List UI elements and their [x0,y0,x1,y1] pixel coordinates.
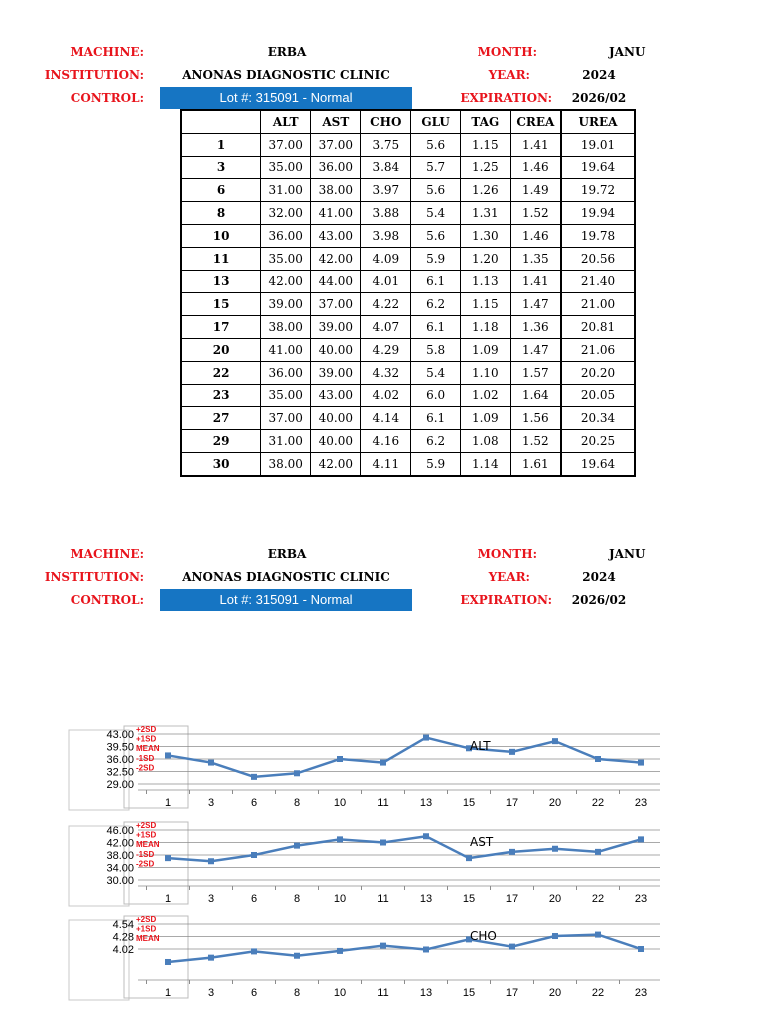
x-tick-label: 22 [591,797,605,809]
day-cell: 11 [181,247,261,270]
value-cell: 19.64 [561,452,635,475]
expiration-label: EXPIRATION: [460,91,552,105]
value-cell: 37.00 [311,133,361,156]
x-tick-label: 11 [377,893,389,905]
data-point [595,932,601,938]
value-cell: 4.07 [361,316,411,339]
data-point [509,944,515,950]
chart-title: AST [470,835,494,849]
day-cell: 15 [181,293,261,316]
line-chart-svg [60,818,648,908]
value-cell: 36.00 [261,361,311,384]
value-cell: 4.11 [361,452,411,475]
value-cell: 20.34 [561,407,635,430]
machine-label: MACHINE: [70,45,144,59]
value-cell: 20.25 [561,430,635,453]
sd-label: -1SD [136,849,155,859]
value-cell: 1.09 [460,338,510,361]
sd-label: MEAN [136,840,160,850]
data-point [552,933,558,939]
day-cell: 23 [181,384,261,407]
value-cell: 1.02 [460,384,510,407]
value-cell: 37.00 [261,407,311,430]
machine-value: ERBA [267,45,307,59]
column-header: GLU [411,110,461,133]
value-cell: 1.25 [460,156,510,179]
value-cell: 41.00 [261,338,311,361]
value-cell: 39.00 [311,316,361,339]
x-tick-label: 8 [293,893,301,905]
sd-label: -1SD [136,753,155,763]
value-cell: 38.00 [311,179,361,202]
value-cell: 4.02 [361,384,411,407]
value-cell: 1.20 [460,247,510,270]
table-row [181,361,635,384]
x-tick-label: 13 [419,987,433,999]
value-cell: 42.00 [261,270,311,293]
x-tick-label: 20 [548,893,562,905]
column-header [181,110,261,133]
value-cell: 4.09 [361,247,411,270]
value-cell: 38.00 [261,452,311,475]
column-header: ALT [261,110,311,133]
sd-label: MEAN [136,744,160,754]
data-point [423,946,429,952]
expiration-value-2: 2026/02 [571,593,627,607]
data-point [294,770,300,776]
x-tick-label: 10 [333,893,347,905]
day-cell: 17 [181,316,261,339]
table-row [181,270,635,293]
day-cell: 10 [181,224,261,247]
value-cell: 4.22 [361,293,411,316]
y-tick-label: 34.00 [106,862,134,875]
month-value: JANU [609,45,646,59]
line-chart-svg [60,722,648,812]
value-cell: 6.2 [411,293,461,316]
x-tick-label: 6 [250,893,258,905]
value-cell: 1.47 [510,338,561,361]
value-cell: 42.00 [311,452,361,475]
value-cell: 1.15 [460,293,510,316]
value-cell: 3.84 [361,156,411,179]
day-cell: 29 [181,430,261,453]
x-tick-label: 15 [462,893,476,905]
value-cell: 1.18 [460,316,510,339]
value-cell: 3.75 [361,133,411,156]
x-tick-label: 10 [333,797,347,809]
value-cell: 20.20 [561,361,635,384]
control-label-2: CONTROL: [70,593,144,607]
table-row [181,247,635,270]
value-cell: 1.36 [510,316,561,339]
y-tick-label: 46.00 [106,825,134,837]
data-point [294,843,300,849]
value-cell: 19.78 [561,224,635,247]
value-cell: 1.52 [510,202,561,225]
value-cell: 1.49 [510,179,561,202]
value-cell: 1.08 [460,430,510,453]
data-point [638,760,644,766]
ast-chart[interactable] [60,818,648,908]
x-tick-label: 17 [505,987,519,999]
value-cell: 32.00 [261,202,311,225]
x-tick-label: 20 [548,797,562,809]
table-row [181,156,635,179]
data-point [337,836,343,842]
table-row [181,338,635,361]
value-cell: 37.00 [311,293,361,316]
value-cell: 41.00 [311,202,361,225]
value-cell: 1.13 [460,270,510,293]
day-cell: 27 [181,407,261,430]
value-cell: 43.00 [311,384,361,407]
value-cell: 6.1 [411,270,461,293]
data-point [466,855,472,861]
day-cell: 13 [181,270,261,293]
institution-value: ANONAS DIAGNOSTIC CLINIC [182,68,390,82]
value-cell: 20.05 [561,384,635,407]
value-cell: 39.00 [261,293,311,316]
table-row [181,224,635,247]
column-header: AST [311,110,361,133]
value-cell: 40.00 [311,338,361,361]
value-cell: 6.1 [411,316,461,339]
value-cell: 19.01 [561,133,635,156]
year-value-2: 2024 [582,570,616,584]
value-cell: 35.00 [261,384,311,407]
value-cell: 3.98 [361,224,411,247]
value-cell: 5.6 [411,179,461,202]
value-cell: 39.00 [311,361,361,384]
x-tick-label: 6 [250,987,258,999]
value-cell: 42.00 [311,247,361,270]
data-point [638,836,644,842]
x-tick-label: 8 [293,797,301,809]
value-cell: 1.35 [510,247,561,270]
value-cell: 1.09 [460,407,510,430]
value-cell: 21.06 [561,338,635,361]
chart-title: ALT [470,739,491,753]
sd-label: +1SD [136,924,157,934]
x-tick-label: 3 [207,987,215,999]
control-lot-value-2[interactable]: Lot #: 315091 - Normal [160,589,412,611]
data-point [638,946,644,952]
chart-title: CHO [470,929,497,943]
year-label-2: YEAR: [488,570,530,584]
data-point [337,756,343,762]
x-tick-label: 8 [293,987,301,999]
value-cell: 1.64 [510,384,561,407]
day-cell: 30 [181,452,261,475]
y-tick-label: 4.28 [112,931,134,944]
data-point [337,948,343,954]
cho-chart[interactable] [60,912,648,1002]
value-cell: 1.31 [460,202,510,225]
day-cell: 3 [181,156,261,179]
series-line [168,935,641,962]
value-cell: 3.97 [361,179,411,202]
value-cell: 19.72 [561,179,635,202]
value-cell: 40.00 [311,430,361,453]
year-label: YEAR: [488,68,530,82]
data-point [509,849,515,855]
series-line [168,738,641,777]
value-cell: 36.00 [311,156,361,179]
value-cell: 40.00 [311,407,361,430]
value-cell: 1.15 [460,133,510,156]
x-tick-label: 15 [462,987,476,999]
value-cell: 31.00 [261,179,311,202]
value-cell: 38.00 [261,316,311,339]
value-cell: 5.8 [411,338,461,361]
month-label: MONTH: [477,45,537,59]
data-point [380,840,386,846]
x-tick-label: 20 [548,987,562,999]
value-cell: 5.7 [411,156,461,179]
value-cell: 1.52 [510,430,561,453]
data-point [595,756,601,762]
column-header: UREA [561,110,635,133]
table-row [181,133,635,156]
sd-label: -2SD [136,763,155,773]
data-point [552,738,558,744]
data-point [423,833,429,839]
series-line [168,836,641,861]
x-tick-label: 10 [333,987,347,999]
value-cell: 1.46 [510,156,561,179]
data-point [509,749,515,755]
data-point [165,752,171,758]
data-point [208,955,214,961]
value-cell: 43.00 [311,224,361,247]
value-cell: 6.1 [411,407,461,430]
value-cell: 44.00 [311,270,361,293]
data-point [552,846,558,852]
value-cell: 3.88 [361,202,411,225]
value-cell: 6.0 [411,384,461,407]
y-tick-label: 4.54 [112,919,134,931]
column-header: TAG [460,110,510,133]
alt-chart[interactable] [60,722,648,812]
x-tick-label: 11 [377,987,389,999]
x-tick-label: 17 [505,797,519,809]
value-cell: 21.40 [561,270,635,293]
x-tick-label: 13 [419,797,433,809]
data-point [208,858,214,864]
sd-label: +1SD [136,734,157,744]
data-point [595,849,601,855]
x-tick-label: 23 [634,797,648,809]
value-cell: 20.81 [561,316,635,339]
control-lot-value[interactable]: Lot #: 315091 - Normal [160,87,412,109]
value-cell: 1.61 [510,452,561,475]
x-tick-label: 1 [164,797,172,809]
table-row [181,452,635,475]
data-point [380,760,386,766]
x-tick-label: 6 [250,797,258,809]
value-cell: 1.26 [460,179,510,202]
x-tick-label: 15 [462,797,476,809]
value-cell: 4.01 [361,270,411,293]
sd-label: -2SD [136,859,155,869]
y-tick-label: 38.00 [106,850,134,862]
institution-label: INSTITUTION: [44,68,144,82]
year-value: 2024 [582,68,616,82]
qc-results-table [180,109,636,477]
y-tick-label: 39.50 [106,741,134,754]
value-cell: 36.00 [261,224,311,247]
x-tick-label: 22 [591,893,605,905]
x-tick-label: 3 [207,797,215,809]
value-cell: 35.00 [261,247,311,270]
data-point [208,760,214,766]
value-cell: 19.64 [561,156,635,179]
day-cell: 1 [181,133,261,156]
value-cell: 1.14 [460,452,510,475]
x-tick-label: 23 [634,893,648,905]
y-tick-label: 43.00 [106,729,134,741]
sd-label: MEAN [136,934,160,944]
day-cell: 6 [181,179,261,202]
x-tick-label: 11 [377,797,389,809]
control-label: CONTROL: [70,91,144,105]
sd-label: +2SD [136,915,157,924]
value-cell: 5.9 [411,452,461,475]
value-cell: 6.2 [411,430,461,453]
data-point [294,953,300,959]
x-tick-label: 3 [207,893,215,905]
x-tick-label: 1 [164,987,172,999]
y-tick-label: 32.50 [106,766,134,779]
data-point [251,948,257,954]
machine-value-2: ERBA [267,547,307,561]
y-tick-label: 42.00 [106,837,134,850]
institution-value-2: ANONAS DIAGNOSTIC CLINIC [182,570,390,584]
value-cell: 35.00 [261,156,311,179]
expiration-label-2: EXPIRATION: [460,593,552,607]
x-tick-label: 1 [164,893,172,905]
x-tick-label: 22 [591,987,605,999]
table-row [181,179,635,202]
value-cell: 19.94 [561,202,635,225]
value-cell: 31.00 [261,430,311,453]
value-cell: 21.00 [561,293,635,316]
table-row [181,316,635,339]
value-cell: 4.16 [361,430,411,453]
data-point [380,943,386,949]
sd-label: +1SD [136,830,157,840]
y-tick-label: 36.00 [106,754,134,766]
table-row [181,202,635,225]
value-cell: 1.47 [510,293,561,316]
value-cell: 20.56 [561,247,635,270]
value-cell: 1.57 [510,361,561,384]
column-header: CREA [510,110,561,133]
x-tick-label: 17 [505,893,519,905]
value-cell: 4.29 [361,338,411,361]
y-tick-label: 29.00 [106,779,134,791]
value-cell: 37.00 [261,133,311,156]
data-point [165,959,171,965]
table-row [181,384,635,407]
data-point [165,855,171,861]
day-cell: 22 [181,361,261,384]
expiration-value: 2026/02 [571,91,627,105]
sd-label: +2SD [136,725,157,734]
value-cell: 1.30 [460,224,510,247]
value-cell: 5.9 [411,247,461,270]
value-cell: 1.46 [510,224,561,247]
day-cell: 20 [181,338,261,361]
month-label-2: MONTH: [477,547,537,561]
data-point [251,852,257,858]
machine-label-2: MACHINE: [70,547,144,561]
y-tick-label: 30.00 [106,875,134,887]
institution-label-2: INSTITUTION: [44,570,144,584]
line-chart-svg [60,912,648,1002]
value-cell: 5.4 [411,202,461,225]
value-cell: 4.32 [361,361,411,384]
value-cell: 1.56 [510,407,561,430]
y-tick-label: 4.02 [112,944,134,956]
table-row [181,407,635,430]
value-cell: 1.10 [460,361,510,384]
day-cell: 8 [181,202,261,225]
data-point [251,774,257,780]
x-tick-label: 13 [419,893,433,905]
value-cell: 5.4 [411,361,461,384]
table-header-row [181,110,635,133]
value-cell: 5.6 [411,133,461,156]
value-cell: 4.14 [361,407,411,430]
month-value-2: JANU [609,547,646,561]
value-cell: 1.41 [510,270,561,293]
table-row [181,293,635,316]
table-row [181,430,635,453]
x-tick-label: 23 [634,987,648,999]
value-cell: 1.41 [510,133,561,156]
sd-label: +2SD [136,821,157,830]
column-header: CHO [361,110,411,133]
data-point [423,735,429,741]
value-cell: 5.6 [411,224,461,247]
